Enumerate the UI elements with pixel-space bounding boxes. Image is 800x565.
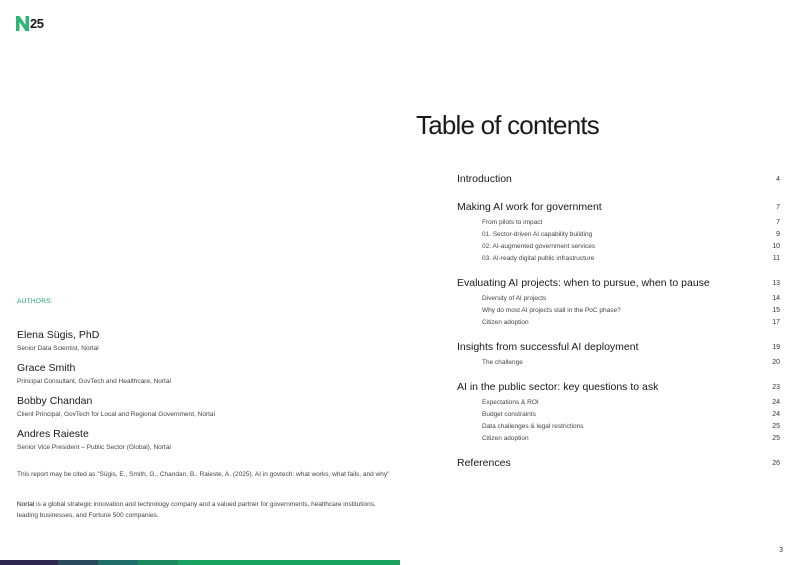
author-name: Andres Raieste [17,428,89,440]
toc-subentry-title: Data challenges & legal restrictions [482,422,584,430]
toc-subentry-page: 11 [772,254,780,262]
toc-section [457,274,780,328]
color-bar-segment [98,560,138,565]
author-name: Elena Sügis, PhD [17,329,100,341]
toc-entry-page: 13 [772,279,780,287]
toc-title: Table of contents [416,110,599,140]
authors-label: AUTHORS: [17,298,53,305]
author-role: Principal Consultant, GovTech and Healthcare, Nortal [17,378,171,385]
toc-subentry-title: The challenge [482,358,523,366]
author-role: Senior Vice President – Public Sector (Global), Nortal [17,444,171,451]
color-bar-segment [0,560,58,565]
page-number: 3 [779,547,783,554]
author-name: Bobby Chandan [17,395,93,407]
toc-entry-page: 19 [772,343,780,351]
toc-section [457,170,780,188]
toc-subentry-page: 20 [772,358,780,366]
color-bar-segment [178,560,400,565]
toc-subentry-page: 7 [776,218,780,226]
toc-subentry-title: Expectations & ROI [482,398,539,406]
toc-subentry[interactable] [457,420,780,432]
nortal-logo [16,16,43,32]
toc-subentry-title: 02. AI-augmented government services [482,242,596,250]
toc-subentry[interactable] [457,240,780,252]
author-role: Client Principal, GovTech for Local and Regional Government, Nortal [17,411,215,418]
toc-entry[interactable] [457,274,780,292]
toc-subentry-title: Why do most AI projects stall in the PoC phase? [482,306,621,314]
toc-subentry-title: 01. Sector-driven AI capability building [482,230,593,238]
toc-section [457,198,780,264]
anniversary-mark: 25 [30,16,44,31]
author-role: Senior Data Scientist, Nortal [17,345,99,352]
color-bar-segment [58,560,98,565]
toc-subentry[interactable] [457,216,780,228]
about-nortal [17,499,387,521]
toc-subentry-page: 25 [772,422,780,430]
toc-entry-title: Insights from successful AI deployment [457,341,639,353]
toc-subentry[interactable] [457,396,780,408]
toc-subentry-page: 9 [776,230,780,238]
toc-entry[interactable] [457,198,780,216]
toc-subentry[interactable] [457,292,780,304]
toc-entry-title: References [457,457,511,469]
author-block [17,428,171,451]
toc-entry[interactable] [457,454,780,472]
footer-color-bar [0,560,400,565]
toc-subentry[interactable] [457,316,780,328]
author-block [17,395,215,418]
author-name: Grace Smith [17,362,76,374]
toc-subentry-title: 03. AI-ready digital public infrastructure [482,254,595,262]
toc-entry-page: 4 [776,175,780,183]
toc-entry-page: 26 [772,459,780,467]
toc-subentry-page: 25 [772,434,780,442]
toc-subentry[interactable] [457,304,780,316]
color-bar-segment [138,560,178,565]
table-of-contents [457,170,780,482]
toc-subentry-page: 14 [772,294,780,302]
toc-entry-page: 23 [772,383,780,391]
toc-subentry[interactable] [457,356,780,368]
toc-section [457,338,780,368]
toc-subentry-title: From pilots to impact [482,218,543,226]
company-name: Nortal [17,501,35,508]
toc-subentry-title: Diversity of AI projects [482,294,547,302]
toc-entry[interactable] [457,170,780,188]
toc-subentry-page: 15 [772,306,780,314]
toc-entry-title: Making AI work for government [457,201,602,213]
author-block [17,329,99,352]
toc-subentry[interactable] [457,228,780,240]
toc-subentry-title: Citizen adoption [482,318,529,326]
toc-subentry-page: 24 [772,398,780,406]
toc-entry-page: 7 [776,203,780,211]
toc-subentry[interactable] [457,408,780,420]
toc-subentry-title: Budget constraints [482,410,536,418]
toc-subentry-title: Citizen adoption [482,434,529,442]
about-text: is a global strategic innovation and technology company and a valued partner for governments, healthcare institutions, leading businesses, and Fortune 500 companies. [17,501,376,519]
toc-entry-title: Introduction [457,173,512,185]
toc-section [457,378,780,444]
toc-entry[interactable] [457,378,780,396]
toc-subentry[interactable] [457,432,780,444]
toc-entry-title: AI in the public sector: key questions to ask [457,381,659,393]
citation-note: This report may be cited as "Sügis, E., Smith, G., Chandan, B., Raieste, A. (2025). AI in govtech: what works, what fails, and why" [17,471,390,478]
nortal-n-icon [16,16,29,31]
toc-section [457,454,780,472]
toc-entry-title: Evaluating AI projects: when to pursue, when to pause [457,277,710,289]
toc-subentry[interactable] [457,252,780,264]
toc-entry[interactable] [457,338,780,356]
toc-subentry-page: 17 [772,318,780,326]
author-block [17,362,171,385]
toc-subentry-page: 24 [772,410,780,418]
toc-subentry-page: 10 [772,242,780,250]
